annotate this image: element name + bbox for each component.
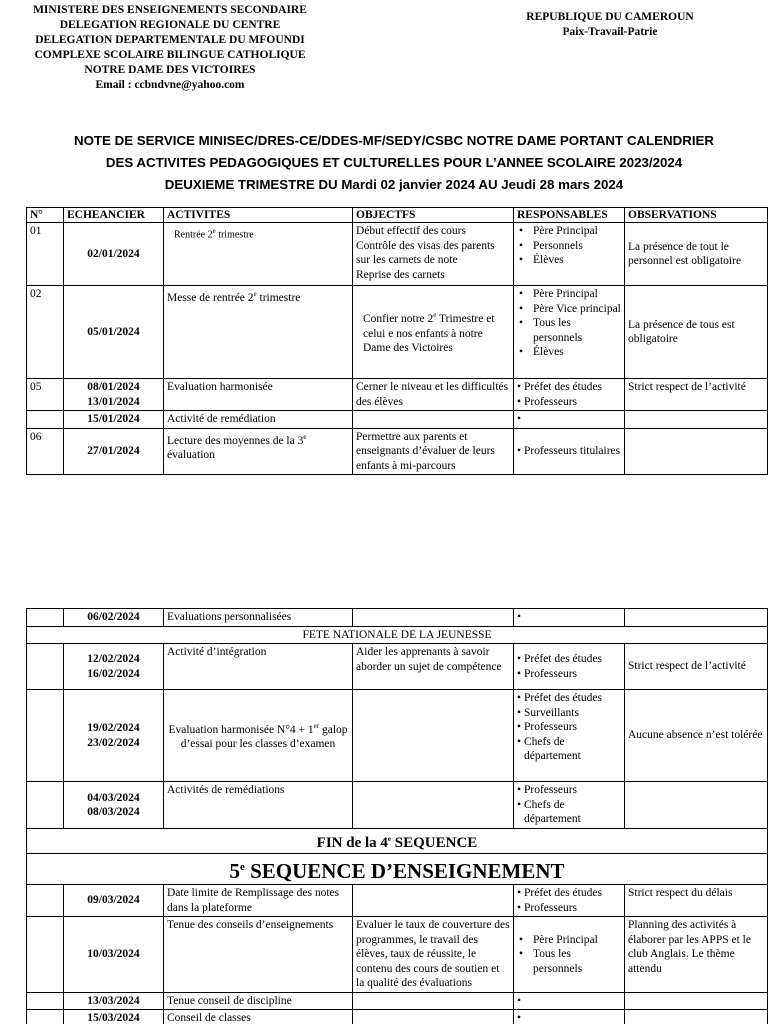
row-number: 02 — [27, 286, 64, 379]
column-header: ACTIVITES — [164, 208, 353, 223]
row-responsables: • Père Principal • Tous les personnels — [514, 917, 625, 993]
row-observations: Strict respect de l’activité — [625, 379, 768, 411]
table-row — [27, 428, 768, 475]
row-observations: Strict respect du délais — [625, 885, 768, 917]
header-left — [12, 3, 328, 93]
row-responsables: • Préfet des études • Surveillants • Professeurs • Chefs de département — [514, 690, 625, 782]
row-activity: Activités de remédiations — [164, 782, 353, 829]
table-row — [27, 609, 768, 627]
row-activity: Lecture des moyennes de la 3e évaluation — [164, 428, 353, 475]
title-line: DEUXIEME TRIMESTRE DU Mardi 02 janvier 2024 AU Jeudi 28 mars 2024 — [164, 177, 624, 192]
row-date: 27/01/2024 — [64, 428, 164, 475]
row-responsables: • Préfet des études • Professeurs — [514, 644, 625, 690]
row-responsables: • Père Principal • Personnels • Élèves — [514, 223, 625, 286]
row-responsables — [514, 411, 625, 429]
row-activity: Evaluation harmonisée N°4 + 1er galop d’essai pour les classes d’examen — [164, 690, 353, 782]
row-observations: La présence de tous est obligatoire — [625, 286, 768, 379]
row-date: 05/01/2024 — [64, 286, 164, 379]
column-header: OBSERVATIONS — [625, 208, 768, 223]
column-header: ECHEANCIER — [64, 208, 164, 223]
header-right — [490, 10, 730, 40]
table-row — [27, 379, 768, 411]
header-email: Email : ccbndvne@yahoo.com — [95, 79, 245, 91]
table-row — [27, 829, 768, 854]
row-date: 19/02/2024 23/02/2024 — [64, 690, 164, 782]
column-header: N° — [27, 208, 64, 223]
table-row — [27, 1010, 768, 1024]
header-left-line: DELEGATION REGIONALE DU CENTRE — [59, 19, 281, 31]
row-date: 09/03/2024 — [64, 885, 164, 917]
row-number: 05 — [27, 379, 64, 411]
row-objectives: Evaluer le taux de couverture des programmes, le travail des élèves, taux de réussite, le contenu des cours de soutien et la qualité des évaluations — [353, 917, 514, 993]
row-observations: La présence de tout le personnel est obligatoire — [625, 223, 768, 286]
table-row — [27, 854, 768, 885]
row-responsables: • Préfet des études • Professeurs — [514, 379, 625, 411]
row-responsables: • Père Principal • Père Vice principal • Tous les personnels • Élèves — [514, 286, 625, 379]
country-motto: Paix-Travail-Patrie — [562, 26, 658, 38]
row-responsables: • Professeurs titulaires — [514, 428, 625, 475]
column-header: RESPONSABLES — [514, 208, 625, 223]
header-left-line: NOTRE DAME DES VICTOIRES — [84, 64, 256, 76]
table-row — [27, 644, 768, 690]
fete-nationale-row: FETE NATIONALE DE LA JEUNESSE — [27, 626, 768, 644]
row-objectives: Début effectif des cours Contrôle des visas des parents sur les carnets de note Reprise des carnets — [353, 223, 514, 286]
row-date: 04/03/2024 08/03/2024 — [64, 782, 164, 829]
row-responsables — [514, 609, 625, 627]
country-name: REPUBLIQUE DU CAMEROUN — [526, 11, 694, 23]
row-activity: Rentrée 2e trimestre — [164, 223, 353, 286]
fin-sequence-row: FIN de la 4e SEQUENCE — [27, 829, 768, 854]
row-objectives: Confier notre 2e Trimestre et celui e nos enfants à notre Dame des Victoires — [353, 286, 514, 379]
row-responsables: • Préfet des études • Professeurs — [514, 885, 625, 917]
header-left-line: DELEGATION DEPARTEMENTALE DU MFOUNDI — [35, 34, 305, 46]
row-objectives: Permettre aux parents et enseignants d’évaluer de leurs enfants à mi-parcours — [353, 428, 514, 475]
row-objectives: Cerner le niveau et les difficultés des élèves — [353, 379, 514, 411]
row-activity: Messe de rentrée 2e trimestre — [164, 286, 353, 379]
row-date: 12/02/2024 16/02/2024 — [64, 644, 164, 690]
row-activity: Activité d’intégration — [164, 644, 353, 690]
title-line: NOTE DE SERVICE MINISEC/DRES-CE/DDES-MF/SEDY/CSBC NOTRE DAME PORTANT CALENDRIER — [73, 133, 715, 148]
row-date: 10/03/2024 — [64, 917, 164, 993]
row-observations: Strict respect de l’activité — [625, 644, 768, 690]
table-row — [27, 286, 768, 379]
table-row — [27, 885, 768, 917]
title-line: DES ACTIVITES PEDAGOGIQUES ET CULTURELLES POUR L’ANNEE SCOLAIRE 2023/2024 — [105, 155, 683, 170]
header-left-line: MINISTERE DES ENSEIGNEMENTS SECONDAIRE — [33, 4, 307, 16]
table-row — [27, 782, 768, 829]
row-responsables — [514, 1010, 625, 1024]
calendar-table-2 — [26, 608, 768, 1024]
row-responsables: • Professeurs • Chefs de département — [514, 782, 625, 829]
row-activity: Evaluation harmonisée — [164, 379, 353, 411]
calendar-table-1 — [26, 207, 768, 475]
row-date: 02/01/2024 — [64, 223, 164, 286]
row-date: 13/03/2024 — [64, 992, 164, 1010]
table-row — [27, 223, 768, 286]
row-number: 06 — [27, 428, 64, 475]
row-activity: Tenue des conseils d’enseignements — [164, 917, 353, 993]
row-activity: Date limite de Remplissage des notes dans la plateforme — [164, 885, 353, 917]
sequence-title-row: 5e SEQUENCE D’ENSEIGNEMENT — [27, 854, 768, 885]
row-date: 08/01/2024 13/01/2024 — [64, 379, 164, 411]
row-observations: Aucune absence n’est tolérée — [625, 690, 768, 782]
row-date: 06/02/2024 — [64, 609, 164, 627]
row-responsables — [514, 992, 625, 1010]
table-header-row — [27, 208, 768, 223]
table-row — [27, 411, 768, 429]
row-activity: Evaluations personnalisées — [164, 609, 353, 627]
table-row — [27, 690, 768, 782]
row-number: 01 — [27, 223, 64, 286]
document-title — [40, 130, 748, 196]
table-row — [27, 917, 768, 993]
row-activity: Conseil de classes — [164, 1010, 353, 1024]
row-observations: Planning des activités à élaborer par les APPS et le club Anglais. Le thème attendu — [625, 917, 768, 993]
table-row — [27, 992, 768, 1010]
row-date: 15/03/2024 — [64, 1010, 164, 1024]
row-date: 15/01/2024 — [64, 411, 164, 429]
row-activity: Activité de remédiation — [164, 411, 353, 429]
header-left-line: COMPLEXE SCOLAIRE BILINGUE CATHOLIQUE — [34, 49, 306, 61]
row-activity: Tenue conseil de discipline — [164, 992, 353, 1010]
table-row — [27, 626, 768, 644]
column-header: OBJECTFS — [353, 208, 514, 223]
row-objectives: Aider les apprenants à savoir aborder un sujet de compétence — [353, 644, 514, 690]
